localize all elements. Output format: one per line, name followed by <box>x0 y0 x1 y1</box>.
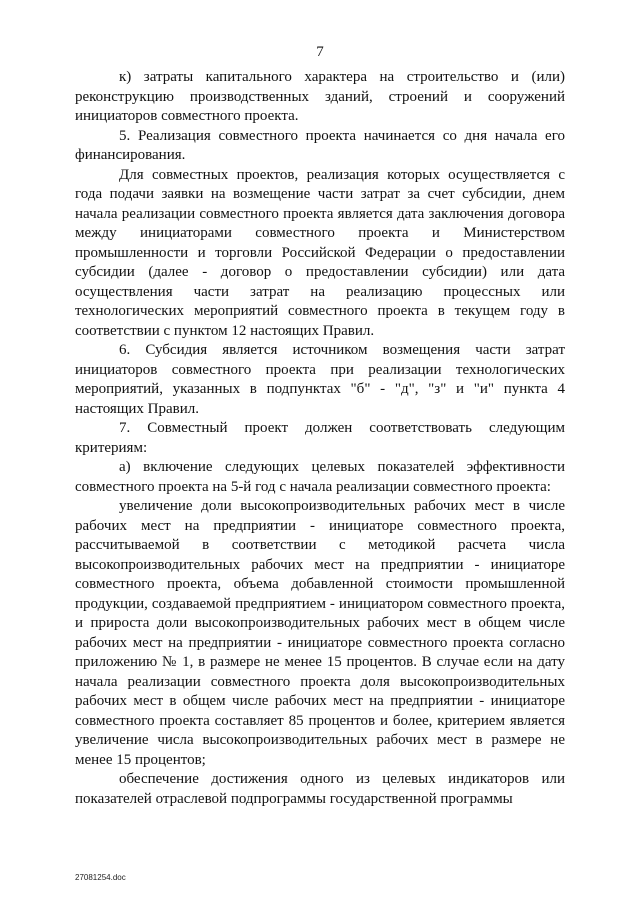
footer-file-name: 27081254.doc <box>75 873 126 882</box>
page-number: 7 <box>316 44 324 60</box>
paragraph-start-date: Для совместных проектов, реализация которых осуществляется с года подачи заявки на возмещение части затрат за счет субсидии, днем начала реализации совместного проекта является дата заключения договора между инициаторами совместного проекта и Министерством промышленности и торговли Российской Федерации о предоставлении субсидии (далее - договор о предоставлении субсидии) или дата осуществления части затрат на реализацию процессных или технологических мероприятий совместного проекта в текущем году в соответствии с пунктом 12 настоящих Правил. <box>75 166 565 339</box>
document-body <box>75 68 565 809</box>
paragraph-7-criteria: 7. Совместный проект должен соответствовать следующим критериям: <box>75 420 565 456</box>
paragraph-k-capital-costs: к) затраты капитального характера на строительство и (или) реконструкцию производственных зданий, строений и сооружений инициаторов совместного проекта. <box>75 69 565 124</box>
paragraph-a-indicators: а) включение следующих целевых показателей эффективности совместного проекта на 5-й год с начала реализации совместного проекта: <box>75 459 565 495</box>
paragraph-6-subsidy: 6. Субсидия является источником возмещения части затрат инициаторов совместного проекта при реализации технологических мероприятий, указанных в подпунктах "б" - "д", "з" и "и" пункта 4 настоящих Правил. <box>75 342 565 417</box>
paragraph-5-start: 5. Реализация совместного проекта начинается со дня начала его финансирования. <box>75 127 565 163</box>
paragraph-workplaces-increase: увеличение доли высокопроизводительных рабочих мест в числе рабочих мест на предприятии - инициаторе совместного проекта, рассчитываемой в соответствии с методикой расчета числа высокопроизводительных рабочих мест на предприятии - инициаторе совместного проекта, объема добавленной стоимости промышленной продукции, создаваемой предприятием - инициатором совместного проекта, и прироста доли высокопроизводительных рабочих мест в общем числе рабочих мест на предприятии - инициаторе совместного проекта согласно приложению № 1, в размере не менее 15 процентов. В случае если на дату начала реализации совместного проекта доля высокопроизводительных рабочих мест в общем числе рабочих мест на предприятии - инициаторе совместного проекта составляет 85 процентов и более, критерием является увеличение числа высокопроизводительных рабочих мест в размере не менее 15 процентов; <box>75 498 565 768</box>
paragraph-indicators-achievement: обеспечение достижения одного из целевых индикаторов или показателей отраслевой подпрограммы государственной программы <box>75 771 565 807</box>
